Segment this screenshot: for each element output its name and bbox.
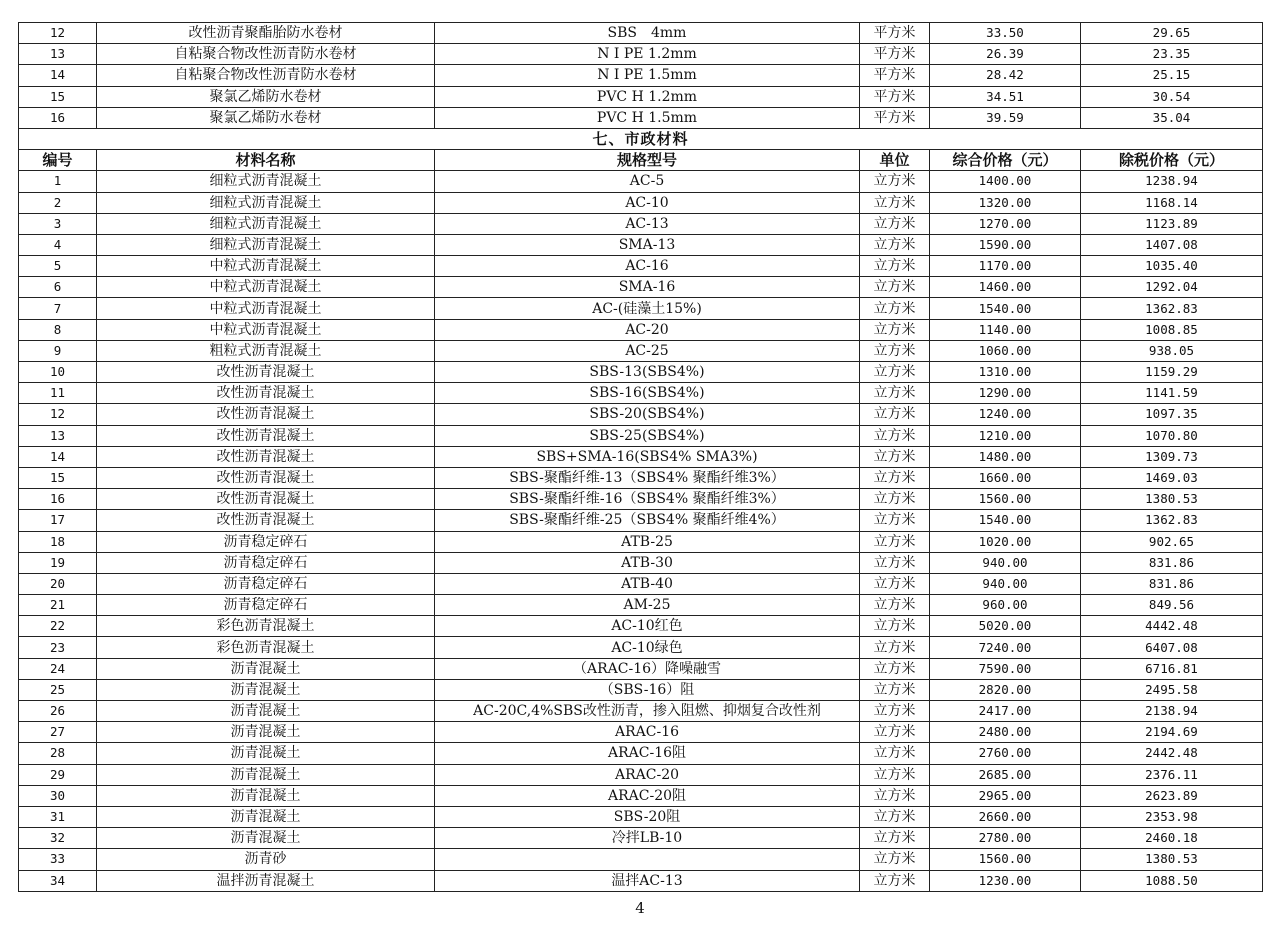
section-title: 七、市政材料 — [19, 128, 1263, 149]
material-name-cell: 改性沥青混凝土 — [97, 362, 435, 383]
unit-cell: 立方米 — [860, 383, 930, 404]
waterproofing-rows — [19, 23, 1263, 129]
table-row — [19, 637, 1263, 658]
table-row — [19, 552, 1263, 573]
table-row — [19, 764, 1263, 785]
material-name-cell: 细粒式沥青混凝土 — [97, 234, 435, 255]
price-cell: 7240.00 — [930, 637, 1081, 658]
row-number-cell: 14 — [19, 446, 97, 467]
unit-cell: 平方米 — [860, 107, 930, 128]
header-price: 综合价格（元） — [930, 150, 1081, 171]
net-price-cell: 23.35 — [1081, 44, 1263, 65]
material-name-cell: 沥青混凝土 — [97, 701, 435, 722]
specification-cell: PVC H 1.5mm — [435, 107, 860, 128]
table-row — [19, 870, 1263, 891]
material-name-cell: 中粒式沥青混凝土 — [97, 298, 435, 319]
row-number-cell: 31 — [19, 806, 97, 827]
table-row — [19, 722, 1263, 743]
row-number-cell: 25 — [19, 679, 97, 700]
material-name-cell: 改性沥青混凝土 — [97, 489, 435, 510]
material-name-cell: 沥青混凝土 — [97, 658, 435, 679]
price-table — [18, 22, 1263, 892]
table-row — [19, 277, 1263, 298]
specification-cell: （SBS-16）阻 — [435, 679, 860, 700]
unit-cell: 立方米 — [860, 171, 930, 192]
price-cell: 1540.00 — [930, 298, 1081, 319]
row-number-cell: 1 — [19, 171, 97, 192]
row-number-cell: 7 — [19, 298, 97, 319]
price-cell: 1170.00 — [930, 256, 1081, 277]
price-cell: 940.00 — [930, 552, 1081, 573]
material-name-cell: 改性沥青混凝土 — [97, 446, 435, 467]
price-cell: 1310.00 — [930, 362, 1081, 383]
unit-cell: 立方米 — [860, 870, 930, 891]
table-row — [19, 340, 1263, 361]
material-name-cell: 彩色沥青混凝土 — [97, 637, 435, 658]
unit-cell: 立方米 — [860, 489, 930, 510]
price-cell: 960.00 — [930, 595, 1081, 616]
row-number-cell: 2 — [19, 192, 97, 213]
price-cell: 1230.00 — [930, 870, 1081, 891]
table-row — [19, 425, 1263, 446]
table-row — [19, 658, 1263, 679]
header-no: 编号 — [19, 150, 97, 171]
price-cell: 940.00 — [930, 573, 1081, 594]
material-name-cell: 沥青稳定碎石 — [97, 595, 435, 616]
unit-cell: 立方米 — [860, 552, 930, 573]
specification-cell: ARAC-20 — [435, 764, 860, 785]
price-cell: 2417.00 — [930, 701, 1081, 722]
price-cell: 2820.00 — [930, 679, 1081, 700]
table-row — [19, 531, 1263, 552]
material-name-cell: 改性沥青混凝土 — [97, 404, 435, 425]
row-number-cell: 32 — [19, 828, 97, 849]
price-cell: 33.50 — [930, 23, 1081, 44]
net-price-cell: 4442.48 — [1081, 616, 1263, 637]
table-row — [19, 319, 1263, 340]
row-number-cell: 18 — [19, 531, 97, 552]
price-cell: 1140.00 — [930, 319, 1081, 340]
unit-cell: 立方米 — [860, 595, 930, 616]
specification-cell: SBS-聚酯纤维-13（SBS4% 聚酯纤维3%） — [435, 467, 860, 488]
price-cell: 2780.00 — [930, 828, 1081, 849]
specification-cell: AC-10红色 — [435, 616, 860, 637]
specification-cell: ATB-40 — [435, 573, 860, 594]
net-price-cell: 6407.08 — [1081, 637, 1263, 658]
specification-cell: （ARAC-16）降噪融雪 — [435, 658, 860, 679]
header-name: 材料名称 — [97, 150, 435, 171]
table-row — [19, 213, 1263, 234]
header-row — [19, 150, 1263, 171]
specification-cell: ATB-30 — [435, 552, 860, 573]
material-name-cell: 沥青稳定碎石 — [97, 552, 435, 573]
material-name-cell: 改性沥青混凝土 — [97, 467, 435, 488]
unit-cell: 立方米 — [860, 658, 930, 679]
specification-cell: AC-10 — [435, 192, 860, 213]
net-price-cell: 2194.69 — [1081, 722, 1263, 743]
table-row — [19, 743, 1263, 764]
row-number-cell: 28 — [19, 743, 97, 764]
unit-cell: 立方米 — [860, 362, 930, 383]
material-name-cell: 聚氯乙烯防水卷材 — [97, 107, 435, 128]
row-number-cell: 21 — [19, 595, 97, 616]
net-price-cell: 2353.98 — [1081, 806, 1263, 827]
unit-cell: 立方米 — [860, 234, 930, 255]
unit-cell: 立方米 — [860, 531, 930, 552]
net-price-cell: 1362.83 — [1081, 298, 1263, 319]
specification-cell: N I PE 1.5mm — [435, 65, 860, 86]
table-row — [19, 510, 1263, 531]
price-cell: 2685.00 — [930, 764, 1081, 785]
net-price-cell: 2442.48 — [1081, 743, 1263, 764]
price-cell: 26.39 — [930, 44, 1081, 65]
row-number-cell: 6 — [19, 277, 97, 298]
specification-cell: SMA-16 — [435, 277, 860, 298]
unit-cell: 平方米 — [860, 65, 930, 86]
table-row — [19, 404, 1263, 425]
row-number-cell: 19 — [19, 552, 97, 573]
unit-cell: 立方米 — [860, 637, 930, 658]
material-name-cell: 温拌沥青混凝土 — [97, 870, 435, 891]
unit-cell: 立方米 — [860, 573, 930, 594]
table-row — [19, 256, 1263, 277]
row-number-cell: 15 — [19, 86, 97, 107]
specification-cell: SBS-聚酯纤维-16（SBS4% 聚酯纤维3%） — [435, 489, 860, 510]
price-cell: 1400.00 — [930, 171, 1081, 192]
price-cell: 5020.00 — [930, 616, 1081, 637]
table-row — [19, 806, 1263, 827]
table-row — [19, 171, 1263, 192]
header-net-price: 除税价格（元） — [1081, 150, 1263, 171]
price-cell: 1660.00 — [930, 467, 1081, 488]
row-number-cell: 22 — [19, 616, 97, 637]
price-cell: 1060.00 — [930, 340, 1081, 361]
material-name-cell: 细粒式沥青混凝土 — [97, 171, 435, 192]
row-number-cell: 16 — [19, 107, 97, 128]
net-price-cell: 1292.04 — [1081, 277, 1263, 298]
material-name-cell: 沥青混凝土 — [97, 679, 435, 700]
row-number-cell: 23 — [19, 637, 97, 658]
specification-cell: AC-20 — [435, 319, 860, 340]
material-name-cell: 改性沥青聚酯胎防水卷材 — [97, 23, 435, 44]
material-name-cell: 改性沥青混凝土 — [97, 383, 435, 404]
unit-cell: 立方米 — [860, 298, 930, 319]
unit-cell: 立方米 — [860, 425, 930, 446]
row-number-cell: 30 — [19, 785, 97, 806]
row-number-cell: 33 — [19, 849, 97, 870]
material-name-cell: 沥青混凝土 — [97, 785, 435, 806]
price-cell: 1290.00 — [930, 383, 1081, 404]
row-number-cell: 20 — [19, 573, 97, 594]
price-cell: 1020.00 — [930, 531, 1081, 552]
price-cell: 2480.00 — [930, 722, 1081, 743]
row-number-cell: 9 — [19, 340, 97, 361]
table-row — [19, 192, 1263, 213]
row-number-cell: 10 — [19, 362, 97, 383]
unit-cell: 立方米 — [860, 849, 930, 870]
table-row — [19, 65, 1263, 86]
row-number-cell: 26 — [19, 701, 97, 722]
table-row — [19, 573, 1263, 594]
net-price-cell: 831.86 — [1081, 552, 1263, 573]
specification-cell: SBS-13(SBS4%) — [435, 362, 860, 383]
table-row — [19, 467, 1263, 488]
price-cell: 1560.00 — [930, 489, 1081, 510]
table-row — [19, 86, 1263, 107]
unit-cell: 立方米 — [860, 467, 930, 488]
table-row — [19, 595, 1263, 616]
net-price-cell: 1008.85 — [1081, 319, 1263, 340]
net-price-cell: 2376.11 — [1081, 764, 1263, 785]
net-price-cell: 1309.73 — [1081, 446, 1263, 467]
specification-cell: ATB-25 — [435, 531, 860, 552]
table-row — [19, 489, 1263, 510]
net-price-cell: 1362.83 — [1081, 510, 1263, 531]
specification-cell: SBS-20阻 — [435, 806, 860, 827]
material-name-cell: 中粒式沥青混凝土 — [97, 256, 435, 277]
specification-cell: AC-13 — [435, 213, 860, 234]
specification-cell: ARAC-20阻 — [435, 785, 860, 806]
table-row — [19, 44, 1263, 65]
specification-cell: PVC H 1.2mm — [435, 86, 860, 107]
price-cell: 1270.00 — [930, 213, 1081, 234]
material-name-cell: 沥青混凝土 — [97, 764, 435, 785]
net-price-cell: 2138.94 — [1081, 701, 1263, 722]
material-name-cell: 沥青混凝土 — [97, 743, 435, 764]
row-number-cell: 3 — [19, 213, 97, 234]
specification-cell: N I PE 1.2mm — [435, 44, 860, 65]
price-cell: 1560.00 — [930, 849, 1081, 870]
specification-cell: 温拌AC-13 — [435, 870, 860, 891]
price-cell: 1320.00 — [930, 192, 1081, 213]
net-price-cell: 1035.40 — [1081, 256, 1263, 277]
material-name-cell: 中粒式沥青混凝土 — [97, 319, 435, 340]
table-row — [19, 383, 1263, 404]
row-number-cell: 8 — [19, 319, 97, 340]
unit-cell: 立方米 — [860, 764, 930, 785]
row-number-cell: 15 — [19, 467, 97, 488]
table-row — [19, 616, 1263, 637]
row-number-cell: 4 — [19, 234, 97, 255]
unit-cell: 平方米 — [860, 44, 930, 65]
specification-cell: AC-25 — [435, 340, 860, 361]
unit-cell: 立方米 — [860, 404, 930, 425]
net-price-cell: 1407.08 — [1081, 234, 1263, 255]
net-price-cell: 2460.18 — [1081, 828, 1263, 849]
price-cell: 2965.00 — [930, 785, 1081, 806]
net-price-cell: 35.04 — [1081, 107, 1263, 128]
page-number: 4 — [635, 899, 645, 917]
net-price-cell: 25.15 — [1081, 65, 1263, 86]
net-price-cell: 1380.53 — [1081, 489, 1263, 510]
specification-cell: SBS-25(SBS4%) — [435, 425, 860, 446]
net-price-cell: 6716.81 — [1081, 658, 1263, 679]
material-name-cell: 细粒式沥青混凝土 — [97, 213, 435, 234]
row-number-cell: 12 — [19, 404, 97, 425]
material-name-cell: 细粒式沥青混凝土 — [97, 192, 435, 213]
specification-cell: ARAC-16阻 — [435, 743, 860, 764]
material-name-cell: 沥青稳定碎石 — [97, 531, 435, 552]
material-name-cell: 粗粒式沥青混凝土 — [97, 340, 435, 361]
unit-cell: 立方米 — [860, 277, 930, 298]
unit-cell: 立方米 — [860, 446, 930, 467]
material-name-cell: 沥青混凝土 — [97, 722, 435, 743]
header-unit: 单位 — [860, 150, 930, 171]
row-number-cell: 29 — [19, 764, 97, 785]
table-row — [19, 446, 1263, 467]
unit-cell: 平方米 — [860, 86, 930, 107]
material-name-cell: 自粘聚合物改性沥青防水卷材 — [97, 44, 435, 65]
net-price-cell: 1168.14 — [1081, 192, 1263, 213]
unit-cell: 平方米 — [860, 23, 930, 44]
specification-cell: AC-(硅藻土15%) — [435, 298, 860, 319]
price-cell: 1460.00 — [930, 277, 1081, 298]
price-cell: 1240.00 — [930, 404, 1081, 425]
table-row — [19, 701, 1263, 722]
specification-cell: SBS-16(SBS4%) — [435, 383, 860, 404]
net-price-cell: 1123.89 — [1081, 213, 1263, 234]
municipal-rows — [19, 171, 1263, 891]
specification-cell: SBS-20(SBS4%) — [435, 404, 860, 425]
unit-cell: 立方米 — [860, 806, 930, 827]
row-number-cell: 12 — [19, 23, 97, 44]
unit-cell: 立方米 — [860, 743, 930, 764]
row-number-cell: 11 — [19, 383, 97, 404]
specification-cell: AM-25 — [435, 595, 860, 616]
table-row — [19, 849, 1263, 870]
price-cell: 34.51 — [930, 86, 1081, 107]
net-price-cell: 30.54 — [1081, 86, 1263, 107]
row-number-cell: 13 — [19, 425, 97, 446]
table-row — [19, 785, 1263, 806]
unit-cell: 立方米 — [860, 722, 930, 743]
net-price-cell: 938.05 — [1081, 340, 1263, 361]
material-name-cell: 沥青砂 — [97, 849, 435, 870]
table-row — [19, 107, 1263, 128]
table-row — [19, 234, 1263, 255]
material-name-cell: 沥青混凝土 — [97, 806, 435, 827]
price-cell: 1590.00 — [930, 234, 1081, 255]
row-number-cell: 24 — [19, 658, 97, 679]
header-spec: 规格型号 — [435, 150, 860, 171]
net-price-cell: 1088.50 — [1081, 870, 1263, 891]
table-row — [19, 679, 1263, 700]
unit-cell: 立方米 — [860, 701, 930, 722]
net-price-cell: 849.56 — [1081, 595, 1263, 616]
net-price-cell: 1097.35 — [1081, 404, 1263, 425]
material-name-cell: 自粘聚合物改性沥青防水卷材 — [97, 65, 435, 86]
specification-cell: SBS 4mm — [435, 23, 860, 44]
net-price-cell: 29.65 — [1081, 23, 1263, 44]
unit-cell: 立方米 — [860, 679, 930, 700]
price-cell: 1480.00 — [930, 446, 1081, 467]
net-price-cell: 1141.59 — [1081, 383, 1263, 404]
specification-cell: ARAC-16 — [435, 722, 860, 743]
price-cell: 39.59 — [930, 107, 1081, 128]
net-price-cell: 831.86 — [1081, 573, 1263, 594]
row-number-cell: 17 — [19, 510, 97, 531]
row-number-cell: 34 — [19, 870, 97, 891]
price-cell: 1210.00 — [930, 425, 1081, 446]
net-price-cell: 2623.89 — [1081, 785, 1263, 806]
specification-cell: 冷拌LB-10 — [435, 828, 860, 849]
material-name-cell: 沥青稳定碎石 — [97, 573, 435, 594]
specification-cell: AC-20C,4%SBS改性沥青，掺入阻燃、抑烟复合改性剂 — [435, 701, 860, 722]
unit-cell: 立方米 — [860, 319, 930, 340]
unit-cell: 立方米 — [860, 192, 930, 213]
row-number-cell: 16 — [19, 489, 97, 510]
table-row — [19, 298, 1263, 319]
table-row — [19, 362, 1263, 383]
price-cell: 28.42 — [930, 65, 1081, 86]
specification-cell: SBS+SMA-16(SBS4% SMA3%) — [435, 446, 860, 467]
material-name-cell: 彩色沥青混凝土 — [97, 616, 435, 637]
specification-cell: AC-10绿色 — [435, 637, 860, 658]
unit-cell: 立方米 — [860, 828, 930, 849]
row-number-cell: 27 — [19, 722, 97, 743]
specification-cell: AC-5 — [435, 171, 860, 192]
unit-cell: 立方米 — [860, 616, 930, 637]
material-name-cell: 聚氯乙烯防水卷材 — [97, 86, 435, 107]
specification-cell: SBS-聚酯纤维-25（SBS4% 聚酯纤维4%） — [435, 510, 860, 531]
specification-cell: SMA-13 — [435, 234, 860, 255]
price-cell: 2660.00 — [930, 806, 1081, 827]
unit-cell: 立方米 — [860, 213, 930, 234]
row-number-cell: 13 — [19, 44, 97, 65]
material-name-cell: 改性沥青混凝土 — [97, 425, 435, 446]
price-cell: 1540.00 — [930, 510, 1081, 531]
table-row — [19, 23, 1263, 44]
row-number-cell: 5 — [19, 256, 97, 277]
net-price-cell: 1070.80 — [1081, 425, 1263, 446]
net-price-cell: 2495.58 — [1081, 679, 1263, 700]
unit-cell: 立方米 — [860, 510, 930, 531]
material-name-cell: 中粒式沥青混凝土 — [97, 277, 435, 298]
material-name-cell: 改性沥青混凝土 — [97, 510, 435, 531]
net-price-cell: 1238.94 — [1081, 171, 1263, 192]
table-row — [19, 828, 1263, 849]
specification-cell: AC-16 — [435, 256, 860, 277]
price-cell: 7590.00 — [930, 658, 1081, 679]
price-cell: 2760.00 — [930, 743, 1081, 764]
specification-cell — [435, 849, 860, 870]
net-price-cell: 1469.03 — [1081, 467, 1263, 488]
unit-cell: 立方米 — [860, 256, 930, 277]
unit-cell: 立方米 — [860, 785, 930, 806]
material-name-cell: 沥青混凝土 — [97, 828, 435, 849]
net-price-cell: 1159.29 — [1081, 362, 1263, 383]
net-price-cell: 902.65 — [1081, 531, 1263, 552]
row-number-cell: 14 — [19, 65, 97, 86]
unit-cell: 立方米 — [860, 340, 930, 361]
net-price-cell: 1380.53 — [1081, 849, 1263, 870]
